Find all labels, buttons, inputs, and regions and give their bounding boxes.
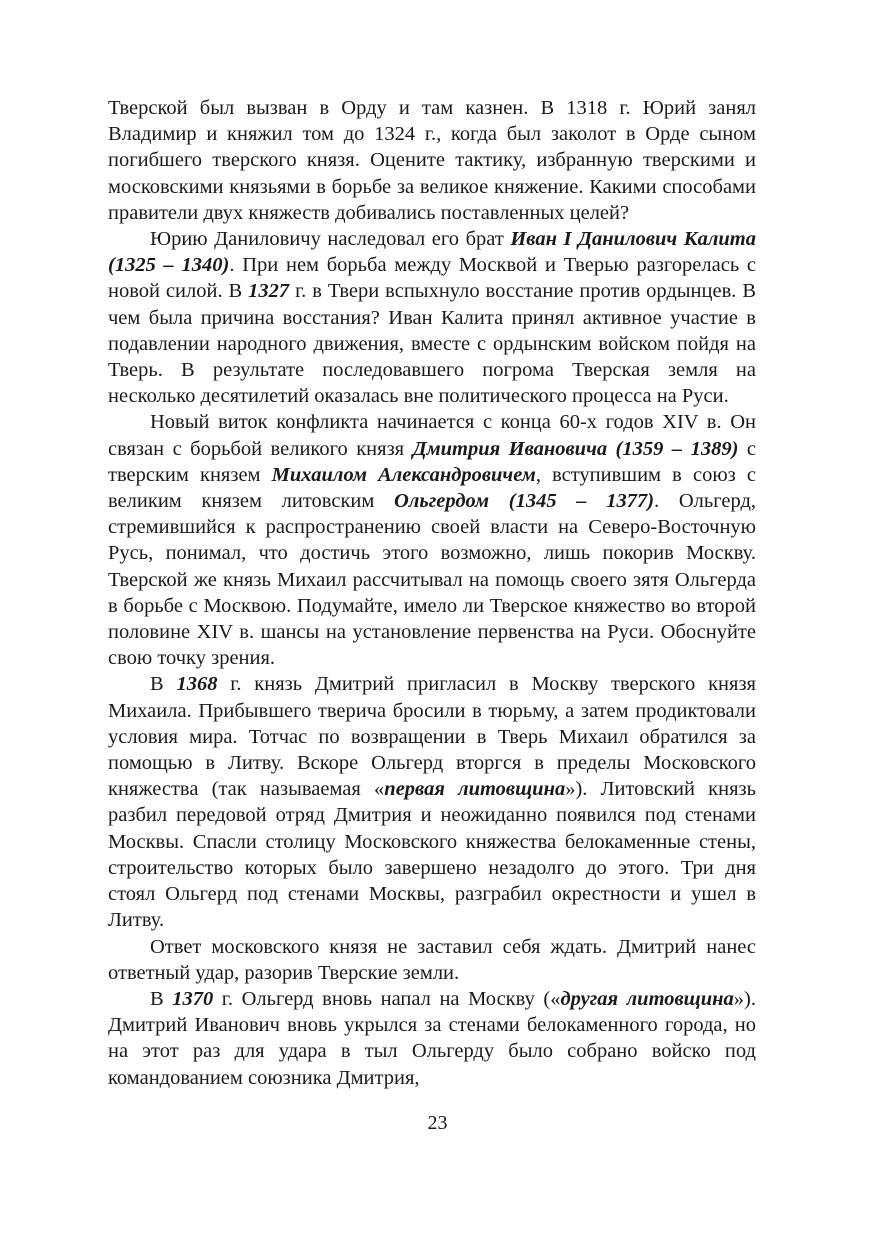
text-run: . При нем борьба между Москвой и Тверью разгорелась с новой силой. В xyxy=(108,254,757,303)
text-run: Новый виток конфликта начинается с конца 60-х годов XIV в. Он связан с борьбой великого князя xyxy=(108,411,756,460)
emphasized-text: Дмитрия Ивановича (1359 – 1389) xyxy=(412,437,739,460)
paragraph xyxy=(108,934,756,986)
text-run: г. князь Дмитрий пригласил в Москву тверского князя Михаила. Прибывшего тверича бросили в тюрьму, а затем продиктовали условия мира. Тотчас по возвращении в Тверь Михаил обратился за помощью в Литву. Вскоре Ольгерд вторгся в пределы Московского княжества (так называемая « xyxy=(108,673,756,801)
text-run: с тверским князем xyxy=(108,437,756,486)
paragraph xyxy=(108,986,756,1091)
paragraph xyxy=(108,409,756,671)
text-run: г. Ольгерд вновь напал на Москву (« xyxy=(213,987,561,1010)
emphasized-text: другая литовщина xyxy=(560,987,734,1010)
text-run: г. в Твери вспыхнуло восстание против ордынцев. В чем была причина восстания? Иван Калита принял активное участие в подавлении народного движения, вместе с ордынским войском пойдя на Тверь. В результате последовавшего погрома Тверская земля на несколько десятилетий оказалась вне политического процесса на Руси. xyxy=(108,280,756,408)
text-run: Ответ московского князя не заставил себя ждать. Дмитрий нанес ответный удар, разорив Тверские земли. xyxy=(108,935,756,984)
page-number: 23 xyxy=(427,1112,448,1134)
text-run: Юрию Даниловичу наследовал его брат xyxy=(150,228,511,251)
text-run: В xyxy=(150,987,173,1010)
text-run: . Ольгерд, стремившийся к распространению своей власти на Северо-Восточную Русь, понимал, что достичь этого возможно, лишь покорив Москву. Тверской же князь Михаил рассчитывал на помощь своего зятя Ольгерда в борьбе с Москвою. Подумайте, имело ли Тверское княжество во второй половине XIV в. шансы на установление первенства на Руси. Обоснуйте свою точку зрения. xyxy=(108,490,756,670)
paragraph xyxy=(108,226,756,409)
text-run: »). Литовский князь разбил передовой отряд Дмитрия и неожиданно появился под стенами Москвы. Спасли столицу Московского княжества белокаменные стены, строительство которых было завершено незадолго до этого. Три дня стоял Ольгерд под стенами Москвы, разграбил окрестности и ушел в Литву. xyxy=(108,778,756,932)
emphasized-text: Ольгердом (1345 – 1377) xyxy=(394,490,655,513)
text-run: Тверской был вызван в Орду и там казнен. В 1318 г. Юрий занял Владимир и княжил том до 1324 г., когда был заколот в Орде сыном погибшего тверского князя. Оцените тактику, избранную тверскими и московскими князьями в борьбе за великое княжение. Какими способами правители двух княжеств добивались поставленных целей? xyxy=(108,97,756,224)
emphasized-text: Михаилом Александровичем xyxy=(271,463,536,486)
text-run: В xyxy=(150,673,177,696)
text-run: »). Дмитрий Иванович вновь укрылся за стенами белокаменного города, но на этот раз для удара в тыл Ольгерду было собрано войско под командованием союзника Дмитрия, xyxy=(108,987,756,1089)
body-text xyxy=(108,95,756,1091)
emphasized-text: 1370 xyxy=(172,987,214,1010)
paragraph xyxy=(108,95,756,226)
emphasized-text: Иван I Данилович Калита (1325 – 1340) xyxy=(108,228,756,277)
paragraph xyxy=(108,671,756,933)
emphasized-text: 1368 xyxy=(176,673,218,696)
emphasized-text: 1327 xyxy=(248,280,290,303)
text-run: , вступившим в союз с великим князем литовским xyxy=(108,463,756,513)
emphasized-text: первая литовщина xyxy=(384,778,566,801)
